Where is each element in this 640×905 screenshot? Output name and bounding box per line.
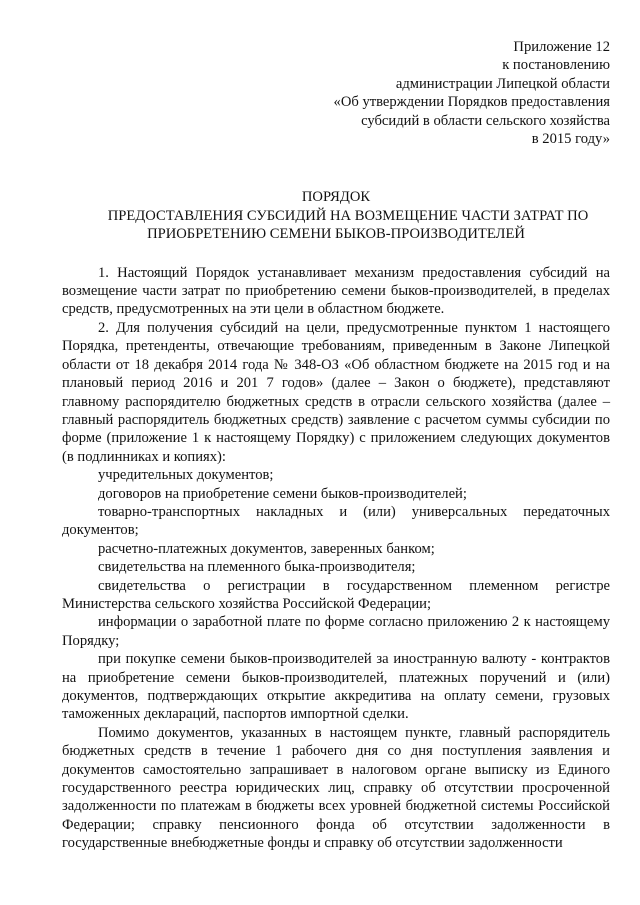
appendix-line: Приложение 12: [513, 39, 610, 55]
list-item: учредительных документов;: [98, 467, 274, 484]
title-line: ПОРЯДОК: [301, 189, 371, 206]
document-title: [62, 188, 610, 243]
list-item: свидетельства о регистрации в государственном племенном регистре Министерства сельского хозяйства Российской Федерации;: [62, 577, 610, 612]
list-item: информации о заработной плате по форме согласно приложению 2 к настоящему Порядку;: [62, 614, 610, 649]
appendix-line: «Об утверждении Порядков предоставления: [333, 94, 610, 111]
appendix-line: администрации Липецкой области: [395, 75, 610, 92]
title-line: ПРИОБРЕТЕНИЮ СЕМЕНИ БЫКОВ-ПРОИЗВОДИТЕЛЕЙ: [147, 226, 525, 243]
list-item: при покупке семени быков-производителей за иностранную валюту - контрактов на приобретение семени быков-производителей, платежных поручений и (или) документов, подтверждающих открытие аккредитива на оплату семени, грузовых таможенных деклараций, паспортов импортной сделки.: [62, 651, 610, 723]
list-item: договоров на приобретение семени быков-производителей;: [98, 485, 467, 502]
list-item: товарно-транспортных накладных и (или) универсальных передаточных документов;: [62, 503, 610, 539]
paragraph-2: 2. Для получения субсидий на цели, предусмотренные пунктом 1 настоящего Порядка, претенденты, отвечающие требованиям, приведенным в Законе Липецкой области от 18 декабря 2014 года № 348-ОЗ «Об областном бюджете на 2015 год и на плановый период 2016 и 201 7 годов» (далее – Закон о бюджете), представляют главному распорядителю бюджетных средств в отрасли сельского хозяйства (далее – главный распорядитель бюджетных средств) заявление с расчетом суммы субсидии по форме (приложение 1 к настоящему Порядку) с приложением следующих документов (в подлинниках и копиях):: [62, 319, 610, 465]
appendix-line: к постановлению: [502, 57, 610, 74]
paragraph-1: 1. Настоящий Порядок устанавливает механизм предоставления субсидий на возмещение части затрат по приобретению семени быков-производителей, в пределах средств, предусмотренных на эти цели в областном бюджете.: [62, 264, 610, 318]
paragraph-3: Помимо документов, указанных в настоящем пункте, главный распорядитель бюджетных средств в течение 1 рабочего дня со дня поступления заявления и документов самостоятельно запрашивает в налоговом органе выписку из Единого государственного реестра юридических лиц, справку об отсутствии просроченной задолженности по платежам в бюджеты всех уровней бюджетной системы Российской Федерации; справку пенсионного фонда об отсутствии задолженности в государственные внебюджетные фонды и справку об отсутствии задолженности: [62, 724, 610, 852]
appendix-line: субсидий в области сельского хозяйства: [361, 112, 610, 129]
document-body: [62, 264, 610, 853]
appendix-header: [62, 38, 610, 148]
document-page: [62, 38, 610, 853]
title-line: ПРЕДОСТАВЛЕНИЯ СУБСИДИЙ НА ВОЗМЕЩЕНИЕ ЧАСТИ ЗАТРАТ ПО: [107, 207, 589, 224]
list-item: свидетельства на племенного быка-производителя;: [98, 559, 416, 576]
appendix-line: в 2015 году»: [531, 131, 610, 148]
list-item: расчетно-платежных документов, заверенных банком;: [98, 540, 435, 557]
